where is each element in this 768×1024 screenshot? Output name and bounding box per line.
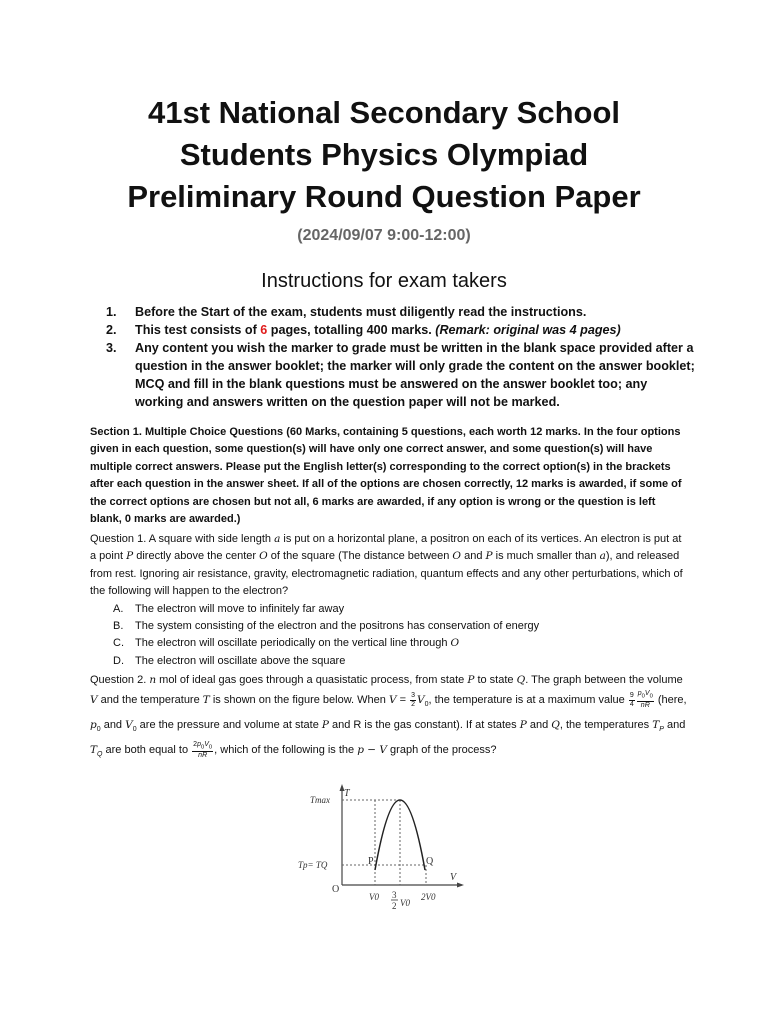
- frac-den: 2: [392, 901, 397, 911]
- question-2: Question 2. n mol of ideal gas goes through a quasistatic process, from state P to state Q. The graph between the volume V and the temperature T is shown on the figure below. When V = $\frac{3}{2}$ $V_0$, the temperature is at a maximum value $\frac{9}{4}$ $\frac{p_0V_0}{nR}$ (here, $p_0$ and $V_0$ are the pressure and volume at state P and R is the gas constant). If at states P and Q, the temperatures $T_P$ and $T_Q$ are both equal to $\frac{2p_0V_0}{nR}$ , which of the following is the p − V graph of the process?: [90, 674, 687, 760]
- item-text-pre: This test consists of: [135, 323, 261, 337]
- t-axis-label: T: [344, 788, 350, 799]
- remark-text: (Remark: original was 4 pages): [435, 323, 621, 337]
- exam-datetime: (2024/09/07 9:00-12:00): [297, 227, 471, 244]
- vt-curve: [375, 800, 425, 870]
- title-line-1: 41st National Secondary School: [147, 95, 621, 130]
- item-number: 1.: [106, 305, 117, 319]
- option-a: A. The electron will move to infinitely far away: [113, 602, 345, 615]
- option-b: B. The system consisting of the electron and the positrons has conservation of energy: [113, 620, 540, 633]
- instruction-item: [106, 303, 696, 321]
- point-q-label: Q: [426, 856, 434, 867]
- instruction-item: [106, 339, 696, 411]
- tp-tq-label: Tp= TQ: [298, 860, 328, 870]
- instructions-heading: Instructions for exam takers: [261, 270, 507, 292]
- origin-label: O: [332, 884, 340, 895]
- section-1-instructions: Section 1. Multiple Choice Questions (60 Marks, containing 5 questions, each worth 12 marks. In the four options given in each question, some question(s) will have only one correct answer, and some question(s) will have multiple correct answers. Please put the English letter(s) corresponding to the correct option(s) in the brackets after each question in the answer sheet. If all of the options are chosen correctly, 12 marks is awarded, if some of the correct options are chosen but not all, 6 marks are awarded, if any option is wrong or the question is left blank, 0 marks are awarded.): [90, 426, 682, 526]
- paper-title: [0, 92, 768, 218]
- v-axis-label: V: [450, 872, 457, 883]
- item-number: 3.: [106, 341, 117, 355]
- instructions-list: [106, 303, 696, 411]
- 2v0-label: 2V0: [421, 892, 436, 902]
- question-1: [90, 531, 690, 670]
- v-axis-arrow: [457, 883, 464, 888]
- item-text: Any content you wish the marker to grade must be written in the blank space provided after a question in the answer booklet; the marker will only grade the content on the answer booklet; MCQ and fill in the blank questions must be answered on the answer booklet too; any working and answers written on the question paper will not be marked.: [135, 341, 695, 409]
- point-p-label: P: [368, 856, 374, 867]
- option-c: C. The electron will oscillate periodically on the vertical line through O: [113, 637, 460, 650]
- item-text: Before the Start of the exam, students must diligently read the instructions.: [135, 305, 587, 319]
- option-d: D. The electron will oscillate above the square: [113, 654, 346, 667]
- v-t-graph: [296, 782, 466, 922]
- v0-label: V0: [369, 892, 379, 902]
- frac-num: 3: [392, 890, 397, 900]
- question-1-options: [90, 601, 690, 671]
- instruction-item: [106, 321, 696, 339]
- title-line-2: Students Physics Olympiad: [179, 137, 589, 172]
- page-count: 6: [260, 323, 268, 337]
- item-text-mid: pages, totalling 400 marks.: [267, 323, 436, 337]
- tmax-label: Tmax: [310, 795, 330, 805]
- item-number: 2.: [106, 323, 117, 337]
- title-line-3: Preliminary Round Question Paper: [127, 179, 641, 214]
- question-1-stem: Question 1. A square with side length a is put on a horizontal plane, a positron on each of its vertices. An electron is put at a point P directly above the center O of the square (The distance between O and P is much smaller than a), and released from rest. Ignoring air resistance, gravity, electromagnetic radiation, quantum effects and any other perturbations, which of the following will happen to the electron?: [90, 533, 683, 598]
- v0-1.5-label: V0: [400, 898, 410, 908]
